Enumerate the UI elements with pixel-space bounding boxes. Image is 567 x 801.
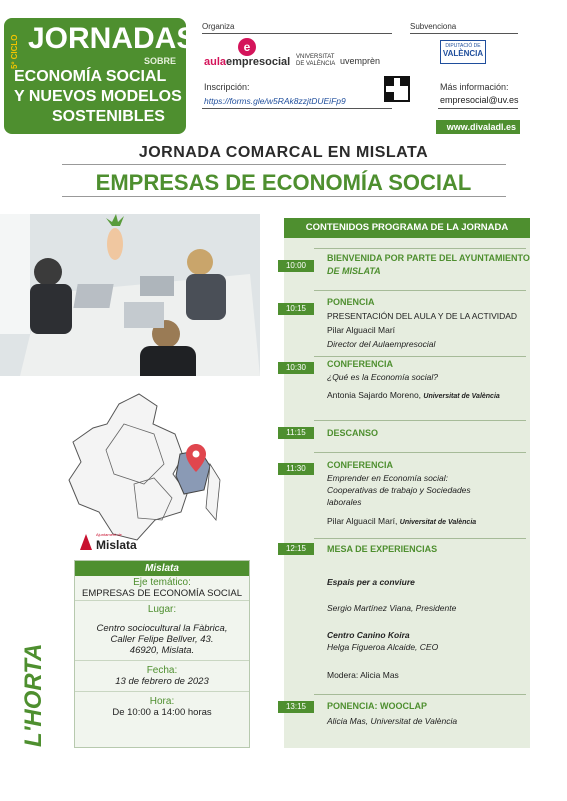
title-divider-bottom xyxy=(62,196,506,197)
lugar-line-3: 46920, Mislata. xyxy=(129,645,195,656)
title-divider-top xyxy=(62,164,506,165)
item-title: BIENVENIDA POR PARTE DEL AYUNTAMIENTO xyxy=(327,253,530,263)
programme-heading: CONTENIDOS PROGRAMA DE LA JORNADA xyxy=(284,218,530,238)
time-badge: 13:15 xyxy=(278,701,314,713)
programme-divider xyxy=(314,452,526,453)
fecha-label: Fecha: xyxy=(146,665,178,676)
item-title: CONFERENCIA xyxy=(327,359,394,369)
info-box xyxy=(74,560,250,748)
ayuntamiento-name: Mislata xyxy=(96,538,137,552)
lugar-line-1: Centro sociocultural la Fàbrica, xyxy=(96,623,228,634)
aulaempresocial-logo: aulaempresocial xyxy=(204,56,291,68)
time-badge: 12:15 xyxy=(278,543,314,555)
programme-divider xyxy=(314,356,526,357)
experience-person: Sergio Martínez Viana, Presidente xyxy=(327,603,457,613)
experience-name: Centro Canino Koira xyxy=(327,630,410,640)
subvenciona-label: Subvenciona xyxy=(410,22,457,31)
inscripcion-label: Inscripción: xyxy=(204,82,250,92)
time-badge: 10:30 xyxy=(278,362,314,374)
badge-line-2: Y NUEVOS MODELOS xyxy=(14,88,182,105)
empresas-title: EMPRESAS DE ECONOMÍA SOCIAL xyxy=(95,170,472,195)
eje-value: EMPRESAS DE ECONOMÍA SOCIAL xyxy=(82,588,242,599)
lugar-label: Lugar: xyxy=(147,604,177,615)
item-line: Emprender en Economía social: xyxy=(327,473,448,483)
fecha-value: 13 de febrero de 2023 xyxy=(115,676,209,687)
sobre-label: SOBRE xyxy=(144,56,177,66)
item-title: PONENCIA xyxy=(327,297,375,307)
item-title: CONFERENCIA xyxy=(327,460,394,470)
experience-person: Helga Figueroa Alcaide, CEO xyxy=(327,642,439,652)
organiza-divider xyxy=(202,33,392,34)
hora-label: Hora: xyxy=(149,696,175,707)
lugar-line-2: Caller Felipe Bellver, 43. xyxy=(110,634,214,645)
mas-info-divider xyxy=(438,108,518,109)
item-line: laborales xyxy=(327,497,362,507)
item-line: PRESENTACIÓN DEL AULA Y DE LA ACTIVIDAD xyxy=(327,311,518,321)
item-title: MESA DE EXPERIENCIAS xyxy=(327,544,438,554)
programme-divider xyxy=(314,538,526,539)
qr-code-icon[interactable] xyxy=(384,76,410,102)
badge-line-1: ECONOMÍA SOCIAL xyxy=(14,68,167,85)
uv-logo: VNIVERSITAT DE VALÈNCIA xyxy=(296,54,336,67)
time-badge: 10:15 xyxy=(278,303,314,315)
item-line: Director del Aulaempresocial xyxy=(327,339,436,349)
jornada-title: JORNADA COMARCAL EN MISLATA xyxy=(138,144,429,161)
programme-divider xyxy=(314,290,526,291)
programme-divider xyxy=(314,420,526,421)
programme-divider xyxy=(314,248,526,249)
ayuntamiento-small: Ajuntament de xyxy=(96,532,122,537)
mas-info-label: Más información: xyxy=(440,82,509,92)
jornadas-title: JORNADAS xyxy=(28,22,197,55)
item-line: Pilar Alguacil Marí, Universitat de València xyxy=(327,516,477,526)
mas-info-email[interactable]: empresocial@uv.es xyxy=(440,95,519,105)
time-badge: 11:30 xyxy=(278,463,314,475)
moderator: Modera: Alicia Mas xyxy=(327,670,399,680)
comarca-map xyxy=(24,384,260,554)
diputacio-logo: DIPUTACIÓ DE VALÈNCIA xyxy=(440,40,486,64)
badge-line-3: SOSTENIBLES xyxy=(52,108,165,125)
experience-name: Espais per a conviure xyxy=(327,577,415,587)
inscripcion-divider xyxy=(202,108,392,109)
item-title-2: DE MISLATA xyxy=(327,266,381,276)
meeting-photo xyxy=(0,214,260,376)
eje-label: Eje temático: xyxy=(133,577,191,588)
aulaempresocial-logo-icon: e xyxy=(238,38,256,56)
info-title: Mislata xyxy=(75,561,249,576)
horta-label: L'HORTA xyxy=(20,643,47,747)
item-title: DESCANSO xyxy=(327,428,379,438)
website-link[interactable]: www.divaladl.es xyxy=(436,120,520,134)
ayuntamiento-logo-icon xyxy=(80,534,92,550)
item-line: Antonia Sajardo Moreno, Universitat de València xyxy=(327,390,500,400)
hora-value: De 10:00 a 14:00 horas xyxy=(112,707,212,718)
uvempren-logo: uvemprèn xyxy=(340,56,381,66)
time-badge: 11:15 xyxy=(278,427,314,439)
subvenciona-divider xyxy=(410,33,518,34)
time-badge: 10:00 xyxy=(278,260,314,272)
event-badge xyxy=(4,18,197,134)
item-line: Alicia Mas, Universitat de València xyxy=(327,716,458,726)
programme-divider xyxy=(314,694,526,695)
ciclo-label: 5º CICLO xyxy=(10,34,19,70)
item-line: ¿Qué es la Economía social? xyxy=(327,372,439,382)
organiza-label: Organiza xyxy=(202,22,235,31)
item-title: PONENCIA: WOOCLAP xyxy=(327,701,427,711)
inscripcion-link[interactable]: https://forms.gle/w5RAk8zzjtDUEiFp9 xyxy=(204,96,346,106)
item-line: Pilar Alguacil Marí xyxy=(327,325,396,335)
item-line: Cooperativas de trabajo y Sociedades xyxy=(327,485,471,495)
